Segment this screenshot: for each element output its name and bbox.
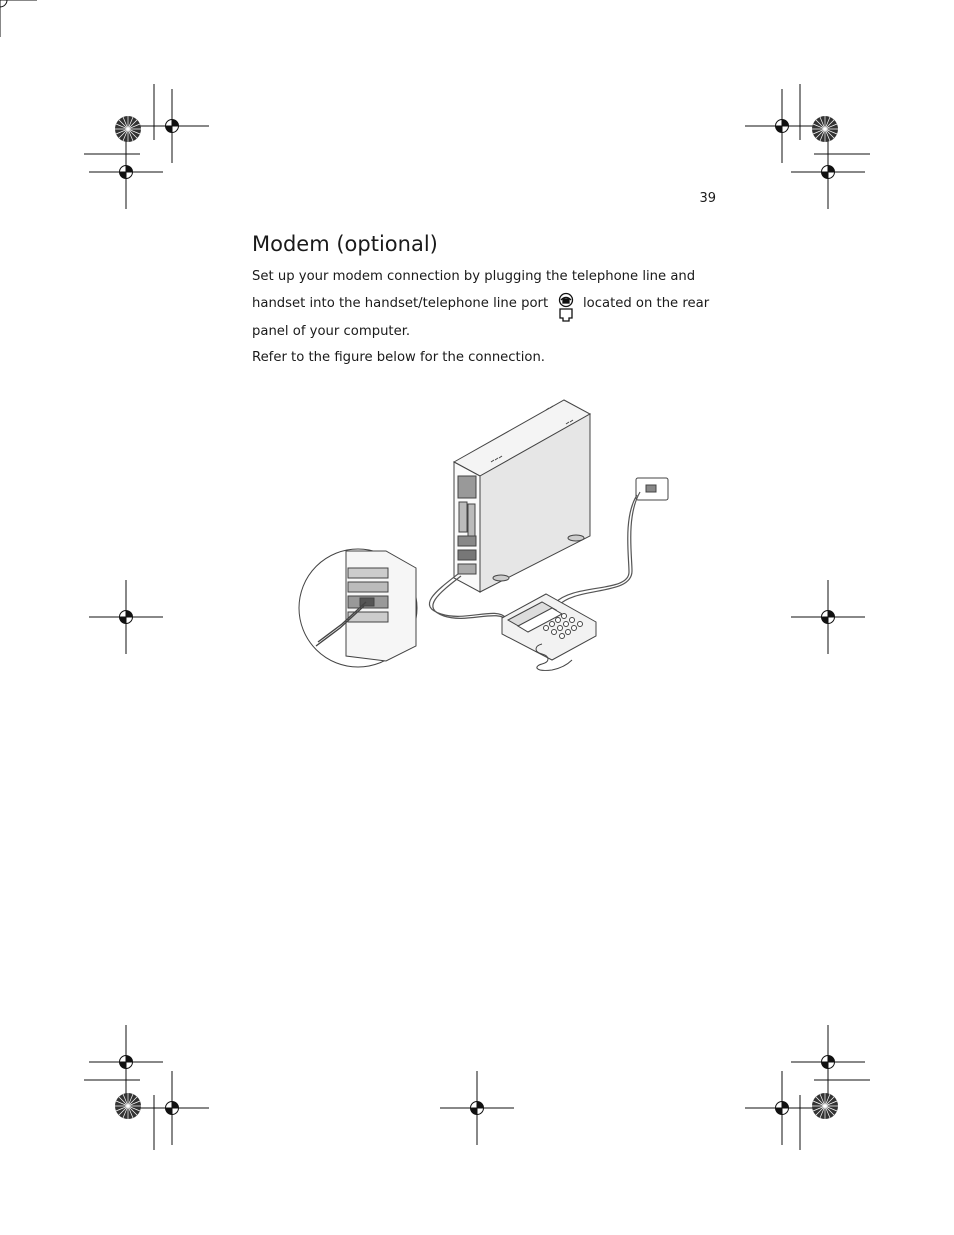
modem-connection-figure — [296, 396, 676, 676]
body-line-1: Set up your modem connection by plugging the telephone line and — [252, 269, 696, 284]
body-line-2-end: located on the rear — [583, 296, 710, 311]
body-line-2-start: handset into the handset/telephone line port — [252, 296, 549, 311]
telephone — [502, 594, 596, 660]
section-heading: Modem (optional) — [252, 232, 438, 256]
telephone-line-port-icon — [555, 292, 577, 324]
page-number: 39 — [699, 191, 716, 206]
body-line-3: panel of your computer. — [252, 324, 411, 339]
body-line-4: Refer to the figure below for the connection. — [252, 350, 545, 365]
